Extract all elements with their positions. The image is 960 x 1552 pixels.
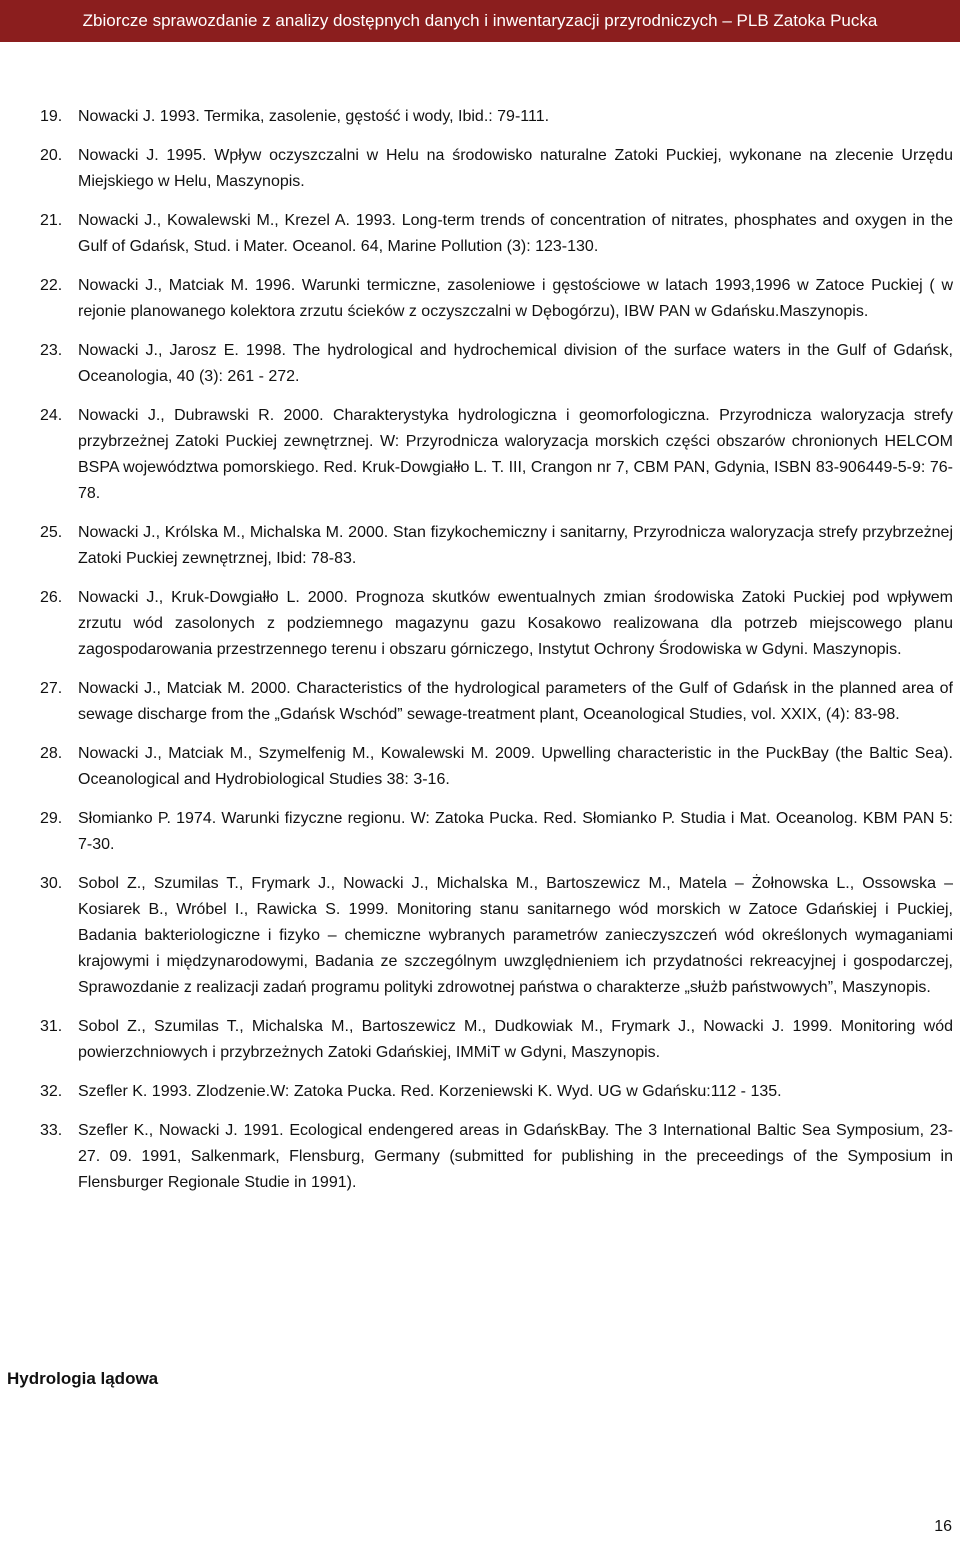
reference-item [0,676,960,728]
reference-number: 29. [40,810,63,827]
reference-item [0,208,960,260]
reference-text: Sobol Z., Szumilas T., Michalska M., Bartoszewicz M., Dudkowiak M., Frymark J., Nowacki J. 1999. Monitoring wód powierzchniowych i przybrzeżnych Zatoki Gdańskiej, IMMiT w Gdyni, Maszynopis. [78,1018,953,1061]
reference-number: 21. [40,212,63,229]
page-number: 16 [934,1518,952,1535]
reference-text: Sobol Z., Szumilas T., Frymark J., Nowacki J., Michalska M., Bartoszewicz M., Matela – Żołnowska L., Ossowska – Kosiarek B., Wróbel I., Rawicka S. 1999. Monitoring stanu sanitarnego wód morskich w Zatoce Gdańskiej i Puckiej, Badania bakteriologiczne i fizyko – chemiczne wybranych parametrów zanieczyszczeń wód określonych wymaganiami krajowymi i międzynarodowymi, Badania ze szczególnym uwzględnieniem ich przydatności rekreacyjnej i gospodarczej, Sprawozdanie z realizacji zadań programu polityki zdrowotnej państwa o charakterze „służb państwowych”, Maszynopis. [78,875,953,996]
reference-text: Nowacki J., Jarosz E. 1998. The hydrological and hydrochemical division of the surface waters in the Gulf of Gdańsk, Oceanologia, 40 (3): 261 - 272. [78,342,953,385]
section-heading: Hydrologia lądowa [7,1369,159,1388]
reference-text: Nowacki J., Matciak M. 1996. Warunki termiczne, zasoleniowe i gęstościowe w latach 1993,1996 w Zatoce Puckiej ( w rejonie planowanego kolektora zrzutu ścieków z oczyszczalni w Dębogórzu), IBW PAN w Gdańsku.Maszynopis. [78,277,953,320]
document-header [0,0,960,42]
reference-item [0,871,960,1001]
reference-number: 20. [40,147,63,164]
reference-text: Nowacki J., Kowalewski M., Krezel A. 1993. Long-term trends of concentration of nitrates, phosphates and oxygen in the Gulf of Gdańsk, Stud. i Mater. Oceanol. 64, Marine Pollution (3): 123-130. [78,212,953,255]
reference-item [0,1079,960,1105]
reference-item [0,104,960,130]
reference-text: Nowacki J., Matciak M., Szymelfenig M., Kowalewski M. 2009. Upwelling characteristic in the PuckBay (the Baltic Sea). Oceanological and Hydrobiological Studies 38: 3-16. [78,745,953,788]
reference-item [0,585,960,663]
reference-item [0,1118,960,1196]
reference-item [0,143,960,195]
reference-item [0,403,960,507]
reference-text: Szefler K., Nowacki J. 1991. Ecological endengered areas in GdańskBay. The 3 International Baltic Sea Symposium, 23-27. 09. 1991, Salkenmark, Flensburg, Germany (submitted for publishing in the preceedings of the Symposium in Flensburger Regionale Studie in 1991). [78,1122,953,1191]
reference-number: 32. [40,1083,63,1100]
reference-item [0,1014,960,1066]
reference-number: 30. [40,875,63,892]
reference-item [0,273,960,325]
reference-number: 19. [40,108,63,125]
reference-text: Nowacki J. 1995. Wpływ oczyszczalni w Helu na środowisko naturalne Zatoki Puckiej, wykonane na zlecenie Urzędu Miejskiego w Helu, Maszynopis. [78,147,953,190]
reference-number: 27. [40,680,63,697]
reference-number: 28. [40,745,63,762]
reference-number: 22. [40,277,63,294]
reference-item [0,338,960,390]
reference-number: 26. [40,589,63,606]
reference-text: Nowacki J., Dubrawski R. 2000. Charakterystyka hydrologiczna i geomorfologiczna. Przyrodnicza waloryzacja strefy przybrzeżnej Zatoki Puckiej zewnętrznej. W: Przyrodnicza waloryzacja morskich części obszarów chronionych HELCOM BSPA województwa pomorskiego. Red. Kruk-Dowgiałło L. T. III, Crangon nr 7, CBM PAN, Gdynia, ISBN 83-906449-5-9: 76-78. [78,407,953,502]
reference-text: Słomianko P. 1974. Warunki fizyczne regionu. W: Zatoka Pucka. Red. Słomianko P. Studia i Mat. Oceanolog. KBM PAN 5: 7-30. [78,810,953,853]
reference-number: 24. [40,407,63,424]
reference-text: Nowacki J., Królska M., Michalska M. 2000. Stan fizykochemiczny i sanitarny, Przyrodnicza waloryzacja strefy przybrzeżnej Zatoki Puckiej zewnętrznej, Ibid: 78-83. [78,524,953,567]
reference-text: Szefler K. 1993. Zlodzenie.W: Zatoka Pucka. Red. Korzeniewski K. Wyd. UG w Gdańsku:112 - 135. [78,1083,782,1100]
reference-list [0,104,960,1209]
reference-item [0,741,960,793]
reference-item [0,806,960,858]
reference-number: 25. [40,524,63,541]
reference-item [0,520,960,572]
reference-number: 33. [40,1122,63,1139]
reference-text: Nowacki J. 1993. Termika, zasolenie, gęstość i wody, Ibid.: 79-111. [78,108,550,125]
reference-number: 23. [40,342,63,359]
reference-number: 31. [40,1018,63,1035]
reference-text: Nowacki J., Kruk-Dowgiałło L. 2000. Prognoza skutków ewentualnych zmian środowiska Zatoki Puckiej pod wpływem zrzutu wód zasolonych z podziemnego magazynu gazu Kosakowo realizowana dla potrzeb miejscowego planu zagospodarowania przestrzennego terenu i obszaru górniczego, Instytut Ochrony Środowiska w Gdyni. Maszynopis. [78,589,953,658]
reference-text: Nowacki J., Matciak M. 2000. Characteristics of the hydrological parameters of the Gulf of Gdańsk in the planned area of sewage discharge from the „Gdańsk Wschód” sewage-treatment plant, Oceanological Studies, vol. XXIX, (4): 83-98. [78,680,953,723]
document-header-title: Zbiorcze sprawozdanie z analizy dostępnych danych i inwentaryzacji przyrodniczych – PLB Zatoka Pucka [82,11,878,30]
